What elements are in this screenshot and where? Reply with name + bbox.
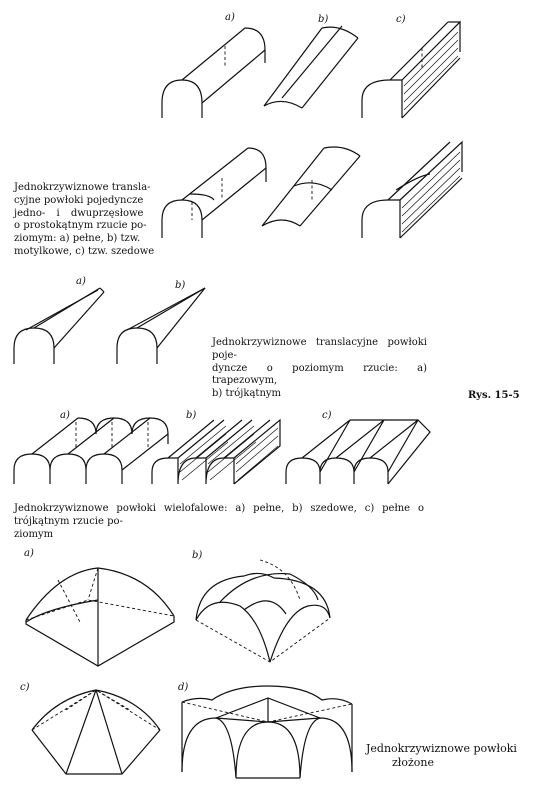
caption-section-3 (14, 503, 424, 541)
caption-3-line-2: ziomym (14, 528, 54, 540)
caption-4-line-1: Jednokrzywiznowe powłoki (366, 742, 517, 755)
label-4b: b) (192, 550, 203, 561)
shell-figure-4c-polygonal-dome (26, 680, 166, 780)
label-4a: a) (24, 548, 34, 559)
shell-figure-3a-multiwave (12, 408, 172, 488)
shell-figure-1b-double (260, 140, 365, 240)
label-4c: c) (20, 682, 30, 693)
caption-1-line-3: jedno- i dwuprzęsłowe (14, 207, 144, 219)
shell-figure-3c-triangular (284, 410, 434, 490)
label-1c: c) (396, 14, 406, 25)
caption-3-line-1: Jednokrzywiznowe powłoki wielofalowe: a) pełne, b) szedowe, c) pełne o trójkątnym rzucie po- (14, 503, 424, 527)
shell-figure-4b-cross-vault (190, 550, 340, 670)
caption-1-line-4: o prostokątnym rzucie po- (14, 220, 147, 232)
shell-figure-1a-double (160, 138, 270, 248)
label-3b: b) (186, 410, 197, 421)
caption-2-line-2: dyncze o poziomym rzucie: a) trapezowym, (212, 362, 427, 387)
shell-figure-1b-single (262, 18, 362, 123)
shell-figure-2a-trapezoid (12, 280, 112, 370)
figure-number: Rys. 15-5 (468, 390, 520, 401)
shell-figure-1a-single (160, 8, 270, 128)
shell-figure-1c-single (360, 8, 475, 128)
caption-section-4 (366, 742, 536, 770)
shell-figure-2b-triangle (115, 282, 215, 372)
caption-4-line-2: złożone (392, 756, 434, 770)
shell-figure-4a-cloister-vault (18, 560, 178, 670)
caption-1-line-1: Jednokrzywiznowe transla- (14, 182, 151, 193)
shell-figure-1c-double (360, 138, 475, 248)
label-2b: b) (175, 280, 186, 291)
caption-1-line-2: cyjne powłoki pojedyncze (14, 194, 144, 206)
label-4d: d) (178, 682, 189, 693)
caption-section-1 (14, 182, 164, 259)
shell-figure-4d-octagonal-vault (172, 682, 362, 786)
label-1a: a) (225, 12, 235, 23)
caption-2-line-1: Jednokrzywiznowe translacyjne powłoki poje- (212, 337, 427, 361)
shell-figure-3b-sawtooth (150, 410, 300, 490)
caption-2-line-3: b) trójkątnym (212, 388, 282, 400)
caption-1-line-6: motylkowe, c) tzw. szedowe (14, 245, 155, 257)
label-3c: c) (322, 410, 332, 421)
caption-1-line-5: ziomym: a) pełne, b) tzw. (14, 233, 141, 245)
caption-section-2 (212, 337, 427, 401)
label-1b: b) (318, 14, 329, 25)
label-2a: a) (76, 276, 86, 287)
label-3a: a) (60, 410, 70, 421)
